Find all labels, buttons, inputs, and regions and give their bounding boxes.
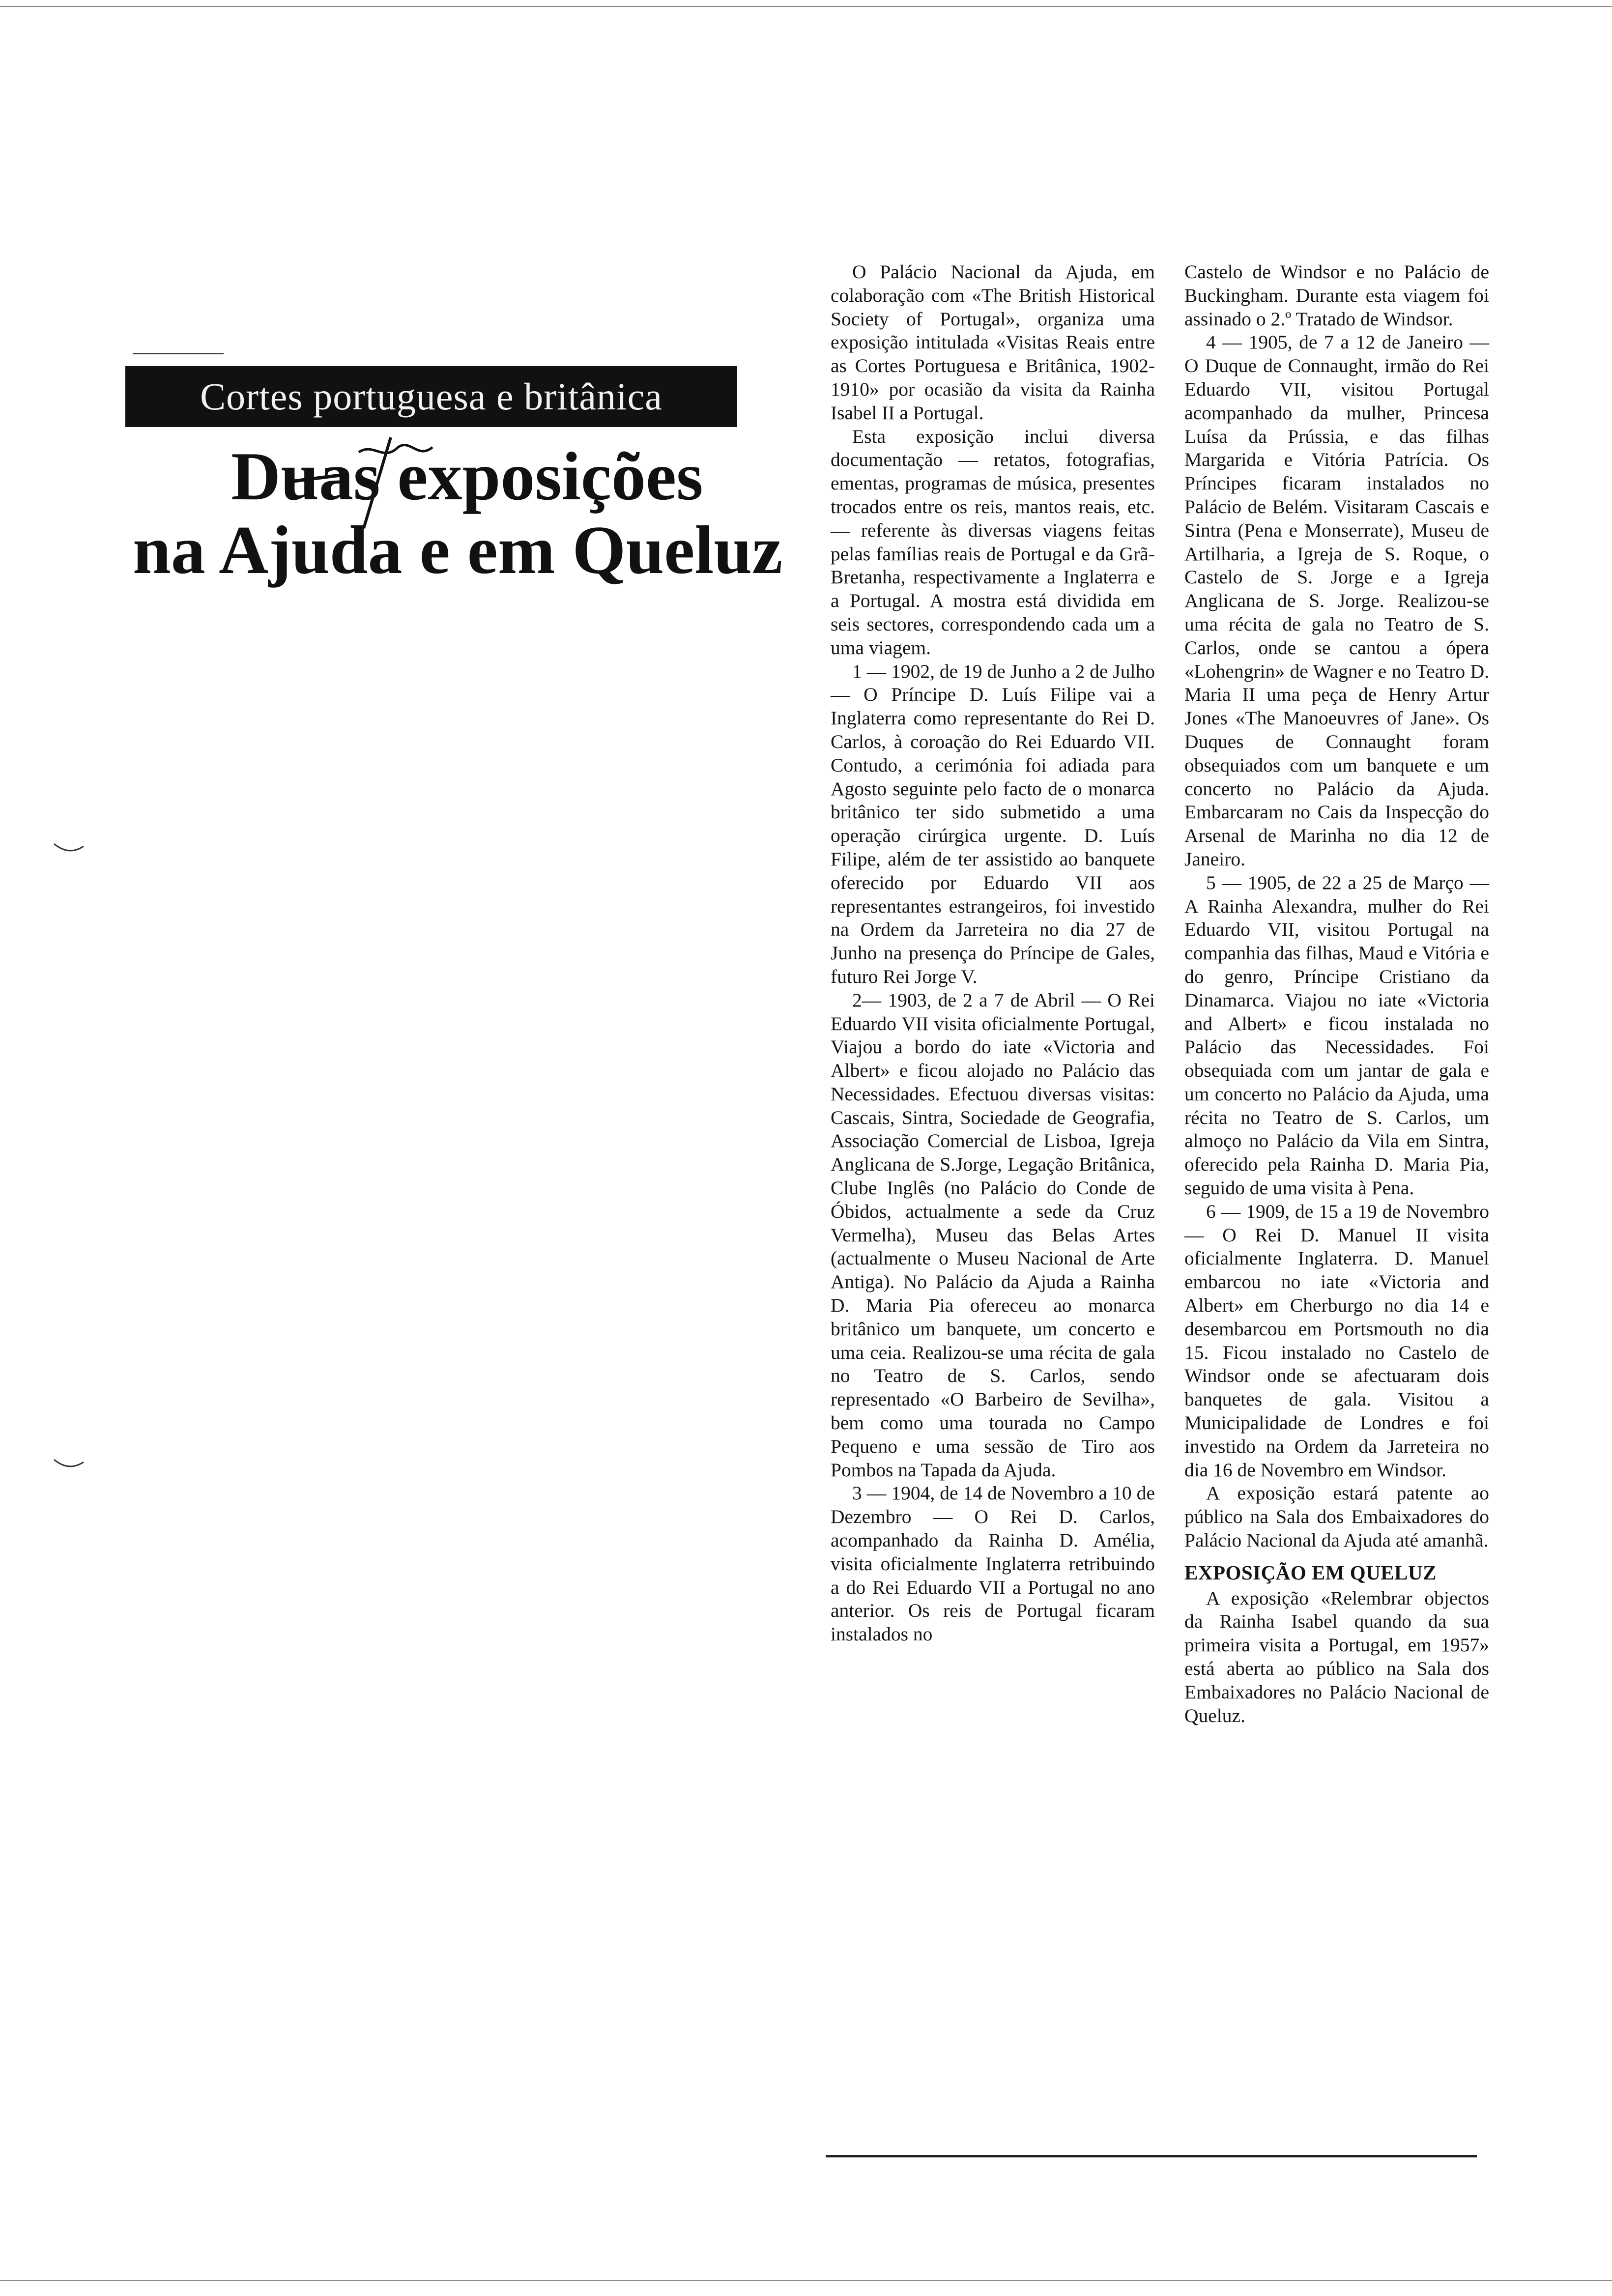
kicker-top-rule [133,353,224,354]
paragraph-exhibition: Esta exposição inclui diversa documentação — retatos, fotografias, ementas, programas de música, presentes trocados entre os reis, mantos reais, etc. — referente às diversas viagens feitas pelas famílias reais de Portugal e da Grã-Bretanha, respectivamente a Inglaterra e a Portugal. A mostra está dividida em seis sectores, correspondendo cada um a uma viagem. [831,425,1155,659]
subhead-queluz: EXPOSIÇÃO EM QUELUZ [1184,1561,1437,1584]
paragraph-exhibition-dates: A exposição estará patente ao público na Sala dos Embaixadores do Palácio Nacional da Ajuda até amanhã. [1184,1482,1489,1551]
paragraph-visit-4: 4 — 1905, de 7 a 12 de Janeiro — O Duque de Connaught, irmão do Rei Eduardo VII, visitou Portugal acompanhado da mulher, Princesa Luísa da Prússia, e das filhas Margarida e Vitória Patrícia. Os Príncipes ficaram instalados no Palácio de Belém. Visitaram Cascais e Sintra (Pena e Monserrate), Museu de Artilharia, a Igreja de S. Roque, o Castelo de S. Jorge e a Igreja Anglicana de S. Jorge. Realizou-se uma récita de gala no Teatro de S. Carlos, onde se cantou a ópera «Lohengrin» de Wagner e no Teatro D. Maria II uma peça de Henry Artur Jones «The Manoeuvres of Jane». Os Duques de Connaught foram obsequiados com um banquete e um concerto no Palácio da Ajuda. Embarcaram no Cais da Inspecção do Arsenal de Marinha no dia 12 de Janeiro. [1184,331,1489,870]
headline-line-2: na Ajuda e em Queluz [133,512,783,588]
margin-mark-upper [52,841,86,856]
article-bottom-rule [826,2155,1477,2157]
paragraph-visit-2: 2— 1903, de 2 a 7 de Abril — O Rei Eduardo VII visita oficialmente Portugal, Viajou a bordo do iate «Victoria and Albert» e ficou alojado no Palácio das Necessidades. Efectuou diversas visitas: Cascais, Sintra, Sociedade de Geografia, Associação Comercial de Lisboa, Igreja Anglicana de S.Jorge, Legação Britânica, Clube Inglês (no Palácio do Conde de Óbidos, actualmente a sede da Cruz Vermelha), Museu das Belas Artes (actualmente o Museu Nacional de Arte Antiga). No Palácio da Ajuda a Rainha D. Maria Pia ofereceu ao monarca britânico um banquete, um concerto e uma ceia. Realizou-se uma récita de gala no Teatro de S. Carlos, sendo representado «O Barbeiro de Sevilha», bem como uma tourada no Campo Pequeno e uma sessão de Tiro aos Pombos na Tapada da Ajuda. [831,989,1155,1481]
article-kicker: Cortes portuguesa e britânica [125,366,737,427]
paragraph-visit-6: 6 — 1909, de 15 a 19 de Novembro — O Rei D. Manuel II visita oficialmente Inglaterra. D. Manuel embarcou no iate «Victoria and Albert» em Cherburgo no dia 14 e desembarcou em Portsmouth no dia 15. Ficou instalado no Castelo de Windsor onde se afectuaram dois banquetes de gala. Visitou a Municipalidade de Londres e foi investido na Ordem da Jarreteira no dia 16 de Novembro em Windsor. [1184,1200,1489,1481]
margin-mark-lower [52,1457,86,1472]
article-column-1 [831,260,1155,1646]
paragraph-intro: O Palácio Nacional da Ajuda, em colaboração com «The British Historical Society of Portugal», organiza uma exposição intitulada «Visitas Reais entre as Cortes Portuguesa e Britânica, 1902-1910» por ocasião da visita da Rainha Isabel II a Portugal. [831,261,1155,424]
paragraph-visit-5: 5 — 1905, de 22 a 25 de Março — A Rainha Alexandra, mulher do Rei Eduardo VII, visitou Portugal na companhia das filhas, Maud e Vitória e do genro, Príncipe Cristiano da Dinamarca. Viajou no iate «Victoria and Albert» e ficou instalada no Palácio das Necessidades. Foi obsequiada com um jantar de gala e um concerto no Palácio da Ajuda, uma récita no Teatro de S. Carlos, um almoço no Palácio da Vila em Sintra, oferecido pela Rainha D. Maria Pia, seguido de uma visita à Pena. [1184,871,1489,1199]
article-column-2 [1184,260,1489,1727]
headline-line-1: Duas exposições [231,438,703,515]
bottom-scan-rule [0,2280,1612,2281]
handwritten-strike-mark [285,432,541,531]
paragraph-visit-1: 1 — 1902, de 19 de Junho a 2 de Julho — O Príncipe D. Luís Filipe vai a Inglaterra como representante do Rei D. Carlos, à coroação do Rei Eduardo VII. Contudo, a cerimónia foi adiada para Agosto seguinte pelo facto de o monarca britânico ter sido submetido a uma operação cirúrgica urgente. D. Luís Filipe, além de ter assistido ao banquete oferecido por Eduardo VII aos representantes estrangeiros, foi investido na Ordem da Jarreteira no dia 27 de Junho na presença do Príncipe de Gales, futuro Rei Jorge V. [831,660,1155,987]
paragraph-visit-3: 3 — 1904, de 14 de Novembro a 10 de Dezembro — O Rei D. Carlos, acompanhado da Rainha D. Amélia, visita oficialmente Inglaterra retribuindo a do Rei Eduardo VII a Portugal no ano anterior. Os reis de Portugal ficaram instalados no [831,1482,1155,1645]
paragraph-visit-3-continued: Castelo de Windsor e no Palácio de Buckingham. Durante esta viagem foi assinado o 2.º Tratado de Windsor. [1184,261,1489,330]
paragraph-queluz: A exposição «Relembrar objectos da Rainha Isabel quando da sua primeira visita a Portugal, em 1957» está aberta ao público na Sala dos Embaixadores no Palácio Nacional de Queluz. [1184,1587,1489,1726]
top-scan-rule [0,6,1612,7]
